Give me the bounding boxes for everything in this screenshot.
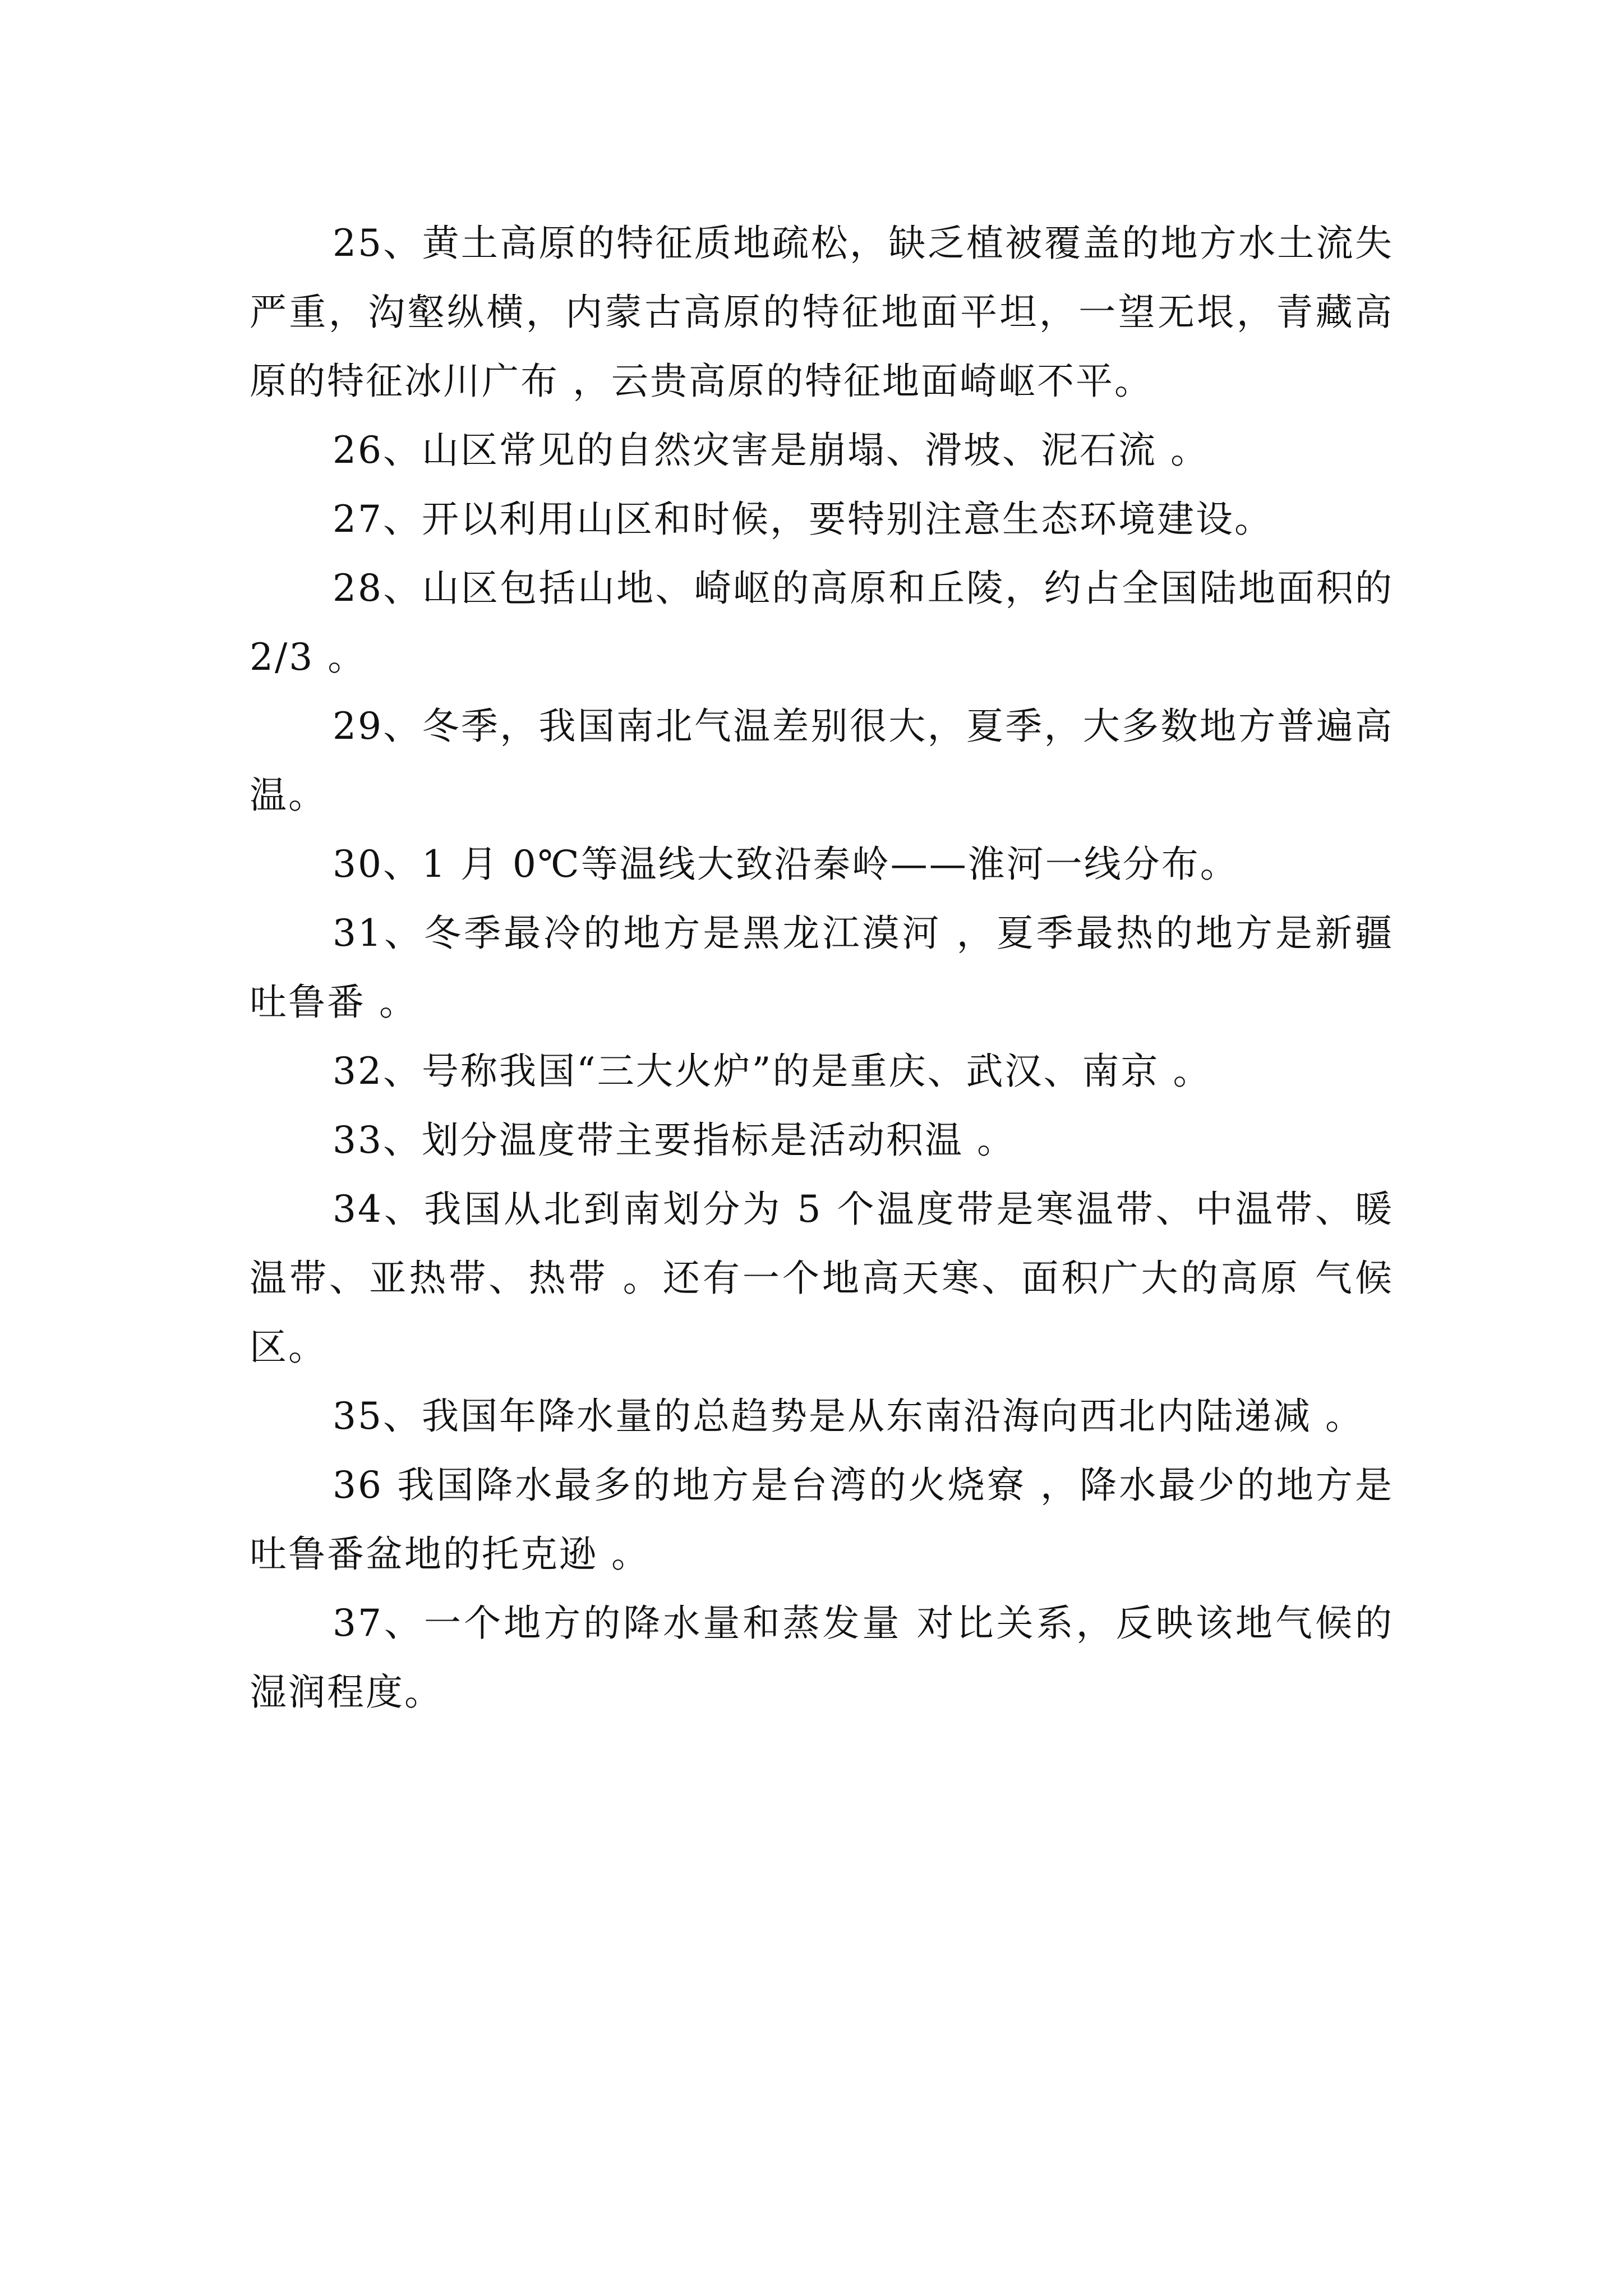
- paragraph-29: 29、冬季，我国南北气温差别很大，夏季，大多数地方普遍高温。: [250, 705, 1394, 817]
- document-body: [250, 209, 1394, 1727]
- paragraph-34: 34、我国从北到南划分为 5 个温度带是寒温带、中温带、暖温带、亚热带、热带 。还有一个地高天寒、面积广大的高原 气候区。: [250, 1188, 1394, 1369]
- paragraph-26: 26、山区常见的自然灾害是崩塌、滑坡、泥石流 。: [333, 429, 1209, 472]
- paragraph-31: 31、冬季最冷的地方是黑龙江漠河 ，夏季最热的地方是新疆吐鲁番 。: [250, 912, 1394, 1024]
- paragraph-30: 30、1 月 0℃等温线大致沿秦岭——淮河一线分布。: [333, 843, 1239, 886]
- paragraph-35: 35、我国年降水量的总趋势是从东南沿海向西北内陆递减 。: [333, 1395, 1364, 1438]
- paragraph-28: 28、山区包括山地、崎岖的高原和丘陵，约占全国陆地面积的 2/3 。: [250, 567, 1394, 679]
- paragraph-36: 36 我国降水最多的地方是台湾的火烧寮 ，降水最少的地方是吐鲁番盆地的托克逊 。: [250, 1464, 1394, 1576]
- paragraph-33: 33、划分温度带主要指标是活动积温 。: [333, 1119, 1016, 1162]
- paragraph-25: 25、黄土高原的特征质地疏松，缺乏植被覆盖的地方水土流失严重，沟壑纵横，内蒙古高原的特征地面平坦，一望无垠，青藏高原的特征冰川广布 ，云贵高原的特征地面崎岖不平。: [250, 222, 1394, 403]
- paragraph-37: 37、一个地方的降水量和蒸发量 对比关系，反映该地气候的湿润程度。: [250, 1602, 1394, 1714]
- paragraph-27: 27、开以利用山区和时候，要特别注意生态环境建设。: [333, 498, 1273, 541]
- paragraph-32: 32、号称我国“三大火炉”的是重庆、武汉、南京 。: [333, 1050, 1212, 1093]
